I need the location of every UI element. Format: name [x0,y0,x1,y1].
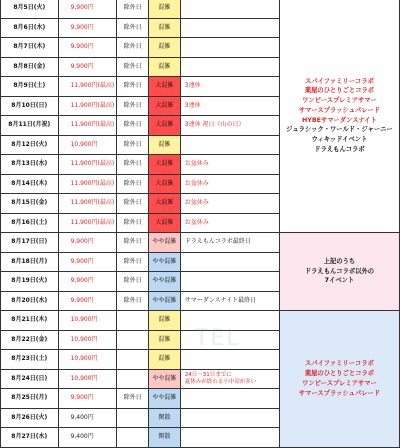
crowd-level-cell: やや混雑 [148,291,180,311]
event-name: ドラえもんコラボ以外の [304,267,375,275]
crowd-level-cell: やや混雑 [148,233,180,253]
exclusion-day-cell [117,350,149,370]
crowd-level-cell: 混雑 [148,135,180,155]
exclusion-day-cell: 除外日 [117,389,149,409]
note-cell: 3連休 [180,96,279,116]
date-cell: 8月26日(火) [1,408,59,428]
note-cell: お盆休み [180,155,279,175]
price-cell: 11,900円(最高) [58,155,117,175]
price-cell: 9,900円 [58,233,117,253]
date-cell: 8月16日(土) [1,213,59,233]
date-cell: 8月22日(金) [1,330,59,350]
note-cell: 3連休 [180,77,279,97]
price-cell: 10,900円 [58,369,117,389]
exclusion-day-cell: 除外日 [117,194,149,214]
crowd-level-cell: やや混雑 [148,389,180,409]
crowd-level-cell: 混雑 [148,350,180,370]
note-cell: お盆休み [180,174,279,194]
note-cell [180,0,279,18]
event-list-block [279,0,399,233]
exclusion-day-cell: 除外日 [117,272,149,292]
date-cell: 8月14日(木) [1,174,59,194]
note-cell [180,408,279,428]
note-cell: お盆休み [180,213,279,233]
event-name: 薬屋のひとりごとコラボ [304,370,375,377]
price-cell: 11,900円(最高) [58,96,117,116]
price-cell: 10,900円 [58,350,117,370]
note-cell [180,135,279,155]
crowd-level-cell: 閑散 [148,408,180,428]
exclusion-day-cell: 除外日 [117,116,149,136]
event-name: ドラえもんコラボ [314,145,365,153]
price-cell: 10,900円 [58,330,117,350]
event-name: サマースプラッシュパレード [298,389,381,397]
date-cell: 8月25日(月) [1,389,59,409]
event-name: ワンピースプレミアサマー [302,379,377,387]
note-cell [180,18,279,38]
date-cell: 8月10日(日) [1,96,59,116]
price-cell: 9,900円 [58,389,117,409]
table-row [1,233,400,253]
crowd-level-cell: 大混雑 [148,155,180,175]
price-cell: 11,900円(最高) [58,194,117,214]
date-cell: 8月24日(日) [1,369,59,389]
note-cell: ドラえもんコラボ最終日 [180,233,279,253]
note-cell: 24日～31日までに 夏休みが終わる小中高が多い [180,369,279,389]
exclusion-day-cell: 除外日 [117,291,149,311]
exclusion-day-cell: 除外日 [117,18,149,38]
crowd-level-cell: 大混雑 [148,116,180,136]
price-cell: 11,900円(最高) [58,77,117,97]
price-cell: 9,900円 [58,291,117,311]
date-cell: 8月8日(金) [1,57,59,77]
event-name: スパイファミリーコラボ [304,360,374,368]
crowd-level-cell: やや混雑 [148,272,180,292]
crowd-level-cell: 混雑 [148,57,180,77]
event-name: スパイファミリーコラボ [304,77,374,85]
exclusion-day-cell: 除外日 [117,233,149,253]
event-name: 7イベント [324,277,355,285]
event-name: HYBEサマーダンスナイト [301,116,377,124]
price-cell: 9,400円 [58,408,117,428]
price-cell: 9,900円 [58,38,117,58]
crowd-level-cell: 閑散 [148,428,180,448]
date-cell: 8月21日(木) [1,311,59,331]
note-cell [180,428,279,448]
crowd-level-cell: やや混雑 [148,252,180,272]
price-cell: 11,900円(最高) [58,213,117,233]
crowd-level-cell: 大混雑 [148,194,180,214]
exclusion-day-cell: 除外日 [117,135,149,155]
date-cell: 8月20日(水) [1,291,59,311]
event-name: ワンピースプレミアサマー [302,97,377,104]
date-cell: 8月23日(土) [1,350,59,370]
date-cell: 8月5日(火) [1,0,59,18]
crowd-level-cell: 混雑 [148,311,180,331]
crowd-level-cell: 大混雑 [148,77,180,97]
note-cell [180,252,279,272]
price-cell: 11,900円(最高) [58,116,117,136]
table-row [1,0,400,18]
date-cell: 8月17日(日) [1,233,59,253]
price-cell: 9,900円 [58,18,117,38]
event-name: 上記のうち [323,257,356,265]
exclusion-day-cell: 除外日 [117,0,149,18]
exclusion-day-cell [117,369,149,389]
crowd-level-cell: 混雑 [148,18,180,38]
exclusion-day-cell [117,311,149,331]
exclusion-day-cell: 除外日 [117,174,149,194]
event-list-block [279,233,399,311]
date-cell: 8月13日(水) [1,155,59,175]
note-cell [180,272,279,292]
date-cell: 8月27日(水) [1,428,59,448]
note-cell [180,350,279,370]
note-cell [180,389,279,409]
event-name: 薬屋のひとりごとコラボ [304,87,375,95]
note-cell: 3連休 祝日（山の日） [180,116,279,136]
note-cell: お盆休み [180,194,279,214]
price-cell: 9,900円 [58,0,117,18]
event-name: ウィキッドイベント [311,136,368,143]
exclusion-day-cell: 除外日 [117,77,149,97]
note-cell: サマーダンスナイト最終日 [180,291,279,311]
price-cell: 10,900円 [58,135,117,155]
schedule-table-body [1,0,400,447]
date-cell: 8月7日(木) [1,38,59,58]
date-cell: 8月6日(水) [1,18,59,38]
price-cell: 9,900円 [58,272,117,292]
table-row [1,311,400,331]
exclusion-day-cell: 除外日 [117,252,149,272]
note-cell [180,57,279,77]
crowd-level-cell: 混雑 [148,330,180,350]
crowd-level-cell: 混雑 [148,38,180,58]
date-cell: 8月11日(月祝) [1,116,59,136]
exclusion-day-cell: 除外日 [117,96,149,116]
crowd-level-cell: やや混雑 [148,369,180,389]
event-name: ジュラシック・ワールド・ジャーニー [286,126,393,134]
watermark: TEL [195,326,241,351]
price-cell: 10,900円 [58,311,117,331]
date-cell: 8月15日(金) [1,194,59,214]
crowd-level-cell: 大混雑 [148,213,180,233]
price-cell: 9,900円 [58,252,117,272]
exclusion-day-cell: 除外日 [117,155,149,175]
exclusion-day-cell [117,428,149,448]
exclusion-day-cell [117,408,149,428]
date-cell: 8月19日(火) [1,272,59,292]
exclusion-day-cell: 除外日 [117,57,149,77]
note-cell [180,38,279,58]
note-cell [180,330,279,350]
exclusion-day-cell [117,330,149,350]
event-list-block [279,311,399,448]
price-cell: 9,400円 [58,428,117,448]
date-cell: 8月12日(火) [1,135,59,155]
exclusion-day-cell: 除外日 [117,38,149,58]
date-cell: 8月18日(月) [1,252,59,272]
date-cell: 8月9日(土) [1,77,59,97]
crowd-level-cell: 大混雑 [148,96,180,116]
exclusion-day-cell: 除外日 [117,213,149,233]
note-cell [180,311,279,331]
crowd-level-cell: 大混雑 [148,174,180,194]
price-cell: 11,900円(最高) [58,174,117,194]
price-cell: 9,900円 [58,57,117,77]
crowd-level-cell: 混雑 [148,0,180,18]
event-name: サマースプラッシュパレード [298,106,381,114]
